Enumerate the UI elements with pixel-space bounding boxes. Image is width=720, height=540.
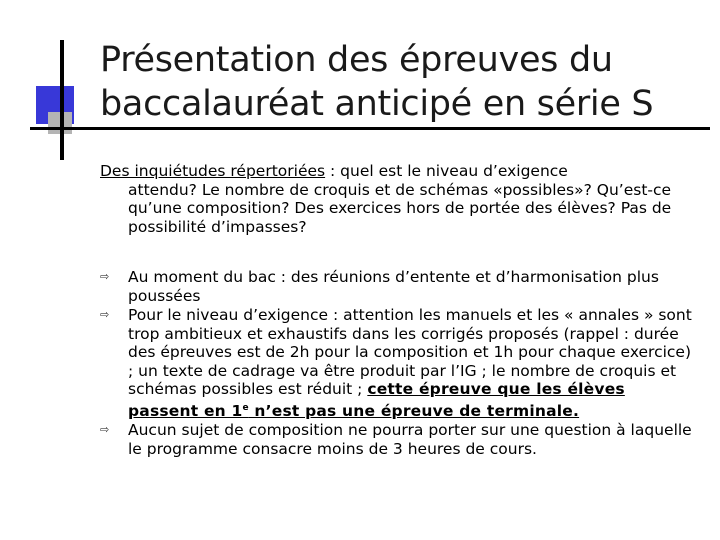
intro-paragraph (100, 162, 700, 236)
emphasis-after: n’est pas une épreuve de terminale. (248, 401, 580, 420)
double-arrow-right-icon: ⇨ (100, 423, 110, 437)
list-item (100, 268, 700, 305)
double-arrow-right-icon: ⇨ (100, 270, 110, 283)
intro-first-line (100, 162, 700, 181)
double-arrow-right-icon: ⇨ (100, 308, 110, 321)
decor-vertical-line (60, 40, 64, 160)
intro-underlined-phrase: Des inquiétudes répertoriées (100, 162, 326, 180)
emphasis-superscript: e (242, 402, 249, 413)
bullet-list (100, 268, 700, 458)
intro-continuation: attendu? Le nombre de croquis et de schémas «possibles»? Qu’est-ce qu’une composition? Des exercices hors de portée des élèves? Pas de possibilité d’impasses? (128, 180, 672, 236)
slide-title: Présentation des épreuves du baccalauréat anticipé en série S (100, 40, 654, 124)
bullet-text: Aucun sujet de composition ne pourra porter sur une question à laquelle le programme consacre moins de 3 heures de cours. (128, 421, 692, 458)
emphasis-before: cette épreuve que les élèves passent en 1 (128, 380, 625, 420)
intro-first-rest: : quel est le niveau d’exigence (325, 162, 568, 180)
decor-horizontal-line (30, 127, 710, 130)
bullet-text: Pour le niveau d’exigence : attention les manuels et les « annales » sont trop ambitieux et exhaustifs dans les corrigés proposés (rappel : durée des épreuves est de 2h pour la composition et 1h pour chaque exercice) ; un texte de cadrage va être produit par l’IG ; le nombre de croquis et schémas possibles est réduit ; (128, 306, 692, 398)
list-item (100, 306, 700, 420)
list-item (100, 421, 700, 458)
bullet-text: Au moment du bac : des réunions d’entente et d’harmonisation plus poussées (128, 268, 659, 305)
